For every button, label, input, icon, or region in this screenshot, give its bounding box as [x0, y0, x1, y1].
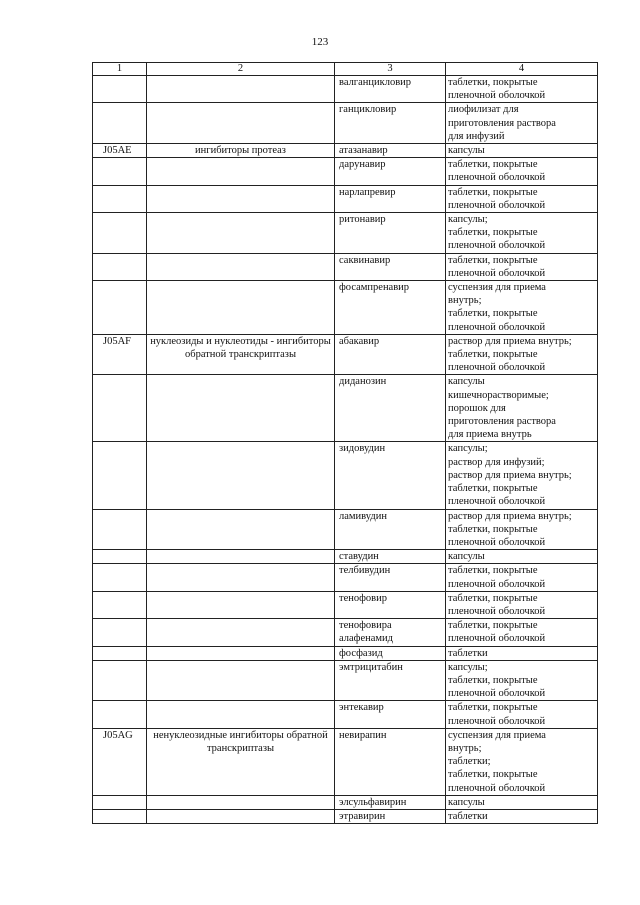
pharmacological-group-cell	[147, 550, 335, 564]
atc-code-cell	[93, 809, 147, 823]
table-row	[93, 144, 598, 158]
pharmacological-group-cell	[147, 591, 335, 618]
drug-name-cell: тенофовир	[335, 591, 446, 618]
dosage-form-line: капсулы;	[448, 661, 488, 673]
dosage-form-line: пленочной оболочкой	[448, 172, 546, 184]
dosage-form-line: таблетки, покрытые	[448, 159, 538, 171]
pharmacological-group-cell	[147, 701, 335, 728]
dosage-form-line: таблетки, покрытые	[448, 186, 538, 198]
dosage-form-line: пленочной оболочкой	[448, 362, 546, 374]
drug-name-cell: валганцикловир	[335, 76, 446, 103]
atc-code-cell	[93, 564, 147, 591]
table-row	[93, 103, 598, 144]
dosage-form-cell	[446, 660, 598, 701]
pharmacological-group-cell	[147, 103, 335, 144]
dosage-form-cell	[446, 442, 598, 509]
atc-code-cell	[93, 185, 147, 212]
dosage-form-cell	[446, 281, 598, 335]
dosage-form-cell	[446, 158, 598, 185]
table-row	[93, 646, 598, 660]
table-row	[93, 809, 598, 823]
table-row	[93, 509, 598, 550]
drug-name-cell: атазанавир	[335, 144, 446, 158]
dosage-form-line: таблетки, покрытые	[448, 674, 538, 686]
pharmacological-group-cell	[147, 660, 335, 701]
drug-table	[92, 62, 598, 824]
dosage-form-cell	[446, 213, 598, 254]
table-row	[93, 550, 598, 564]
dosage-form-line: суспензия для приема	[448, 282, 546, 294]
dosage-form-line: пленочной оболочкой	[448, 496, 546, 508]
pharmacological-group-cell	[147, 253, 335, 280]
dosage-form-line: таблетки, покрытые	[448, 565, 538, 577]
table-row	[93, 660, 598, 701]
pharmacological-group-cell	[147, 646, 335, 660]
column-header-3: 3	[335, 63, 446, 76]
dosage-form-cell	[446, 619, 598, 646]
column-header-1: 1	[93, 63, 147, 76]
table-row	[93, 253, 598, 280]
atc-code-cell: J05AF	[93, 334, 147, 375]
dosage-form-cell	[446, 795, 598, 809]
dosage-form-line: пленочной оболочкой	[448, 688, 546, 700]
dosage-form-line: капсулы	[448, 145, 485, 157]
atc-code-cell	[93, 660, 147, 701]
atc-code-cell	[93, 795, 147, 809]
dosage-form-cell	[446, 144, 598, 158]
dosage-form-line: капсулы;	[448, 443, 488, 455]
dosage-form-line: таблетки, покрытые	[448, 620, 538, 632]
pharmacological-group-cell: ненуклеозидные ингибиторы обратной транскриптазы	[147, 728, 335, 795]
drug-name-cell: ламивудин	[335, 509, 446, 550]
dosage-form-cell	[446, 103, 598, 144]
table-row	[93, 701, 598, 728]
drug-name-cell: невирапин	[335, 728, 446, 795]
dosage-form-line: таблетки, покрытые	[448, 769, 538, 781]
dosage-form-cell	[446, 185, 598, 212]
drug-name-cell: ганцикловир	[335, 103, 446, 144]
pharmacological-group-cell	[147, 76, 335, 103]
dosage-form-line: таблетки;	[448, 756, 491, 768]
dosage-form-line: для инфузий	[448, 130, 505, 142]
table-row	[93, 564, 598, 591]
table-row	[93, 76, 598, 103]
page-number: 123	[311, 36, 329, 48]
table-row	[93, 728, 598, 795]
dosage-form-line: раствор для приема внутрь;	[448, 335, 572, 347]
dosage-form-line: приготовления раствора	[448, 416, 556, 428]
dosage-form-line: кишечнорастворимые;	[448, 389, 549, 401]
dosage-form-line: таблетки, покрытые	[448, 523, 538, 535]
dosage-form-line: суспензия для приема	[448, 729, 546, 741]
pharmacological-group-cell	[147, 564, 335, 591]
dosage-form-line: капсулы;	[448, 214, 488, 226]
atc-code-cell	[93, 509, 147, 550]
atc-code-cell	[93, 442, 147, 509]
atc-code-cell	[93, 646, 147, 660]
dosage-form-cell	[446, 76, 598, 103]
dosage-form-cell	[446, 509, 598, 550]
dosage-form-line: лиофилизат для	[448, 104, 519, 116]
column-header-2: 2	[147, 63, 335, 76]
atc-code-cell	[93, 591, 147, 618]
dosage-form-line: пленочной оболочкой	[448, 782, 546, 794]
dosage-form-line: пленочной оболочкой	[448, 267, 546, 279]
pharmacological-group-cell	[147, 185, 335, 212]
table-row	[93, 591, 598, 618]
table-row	[93, 442, 598, 509]
dosage-form-line: таблетки, покрытые	[448, 349, 538, 361]
atc-code-cell	[93, 213, 147, 254]
table-row	[93, 795, 598, 809]
pharmacological-group-cell	[147, 509, 335, 550]
dosage-form-line: таблетки	[448, 810, 488, 822]
dosage-form-line: приготовления раствора	[448, 117, 556, 129]
pharmacological-group-cell	[147, 442, 335, 509]
pharmacological-group-cell: нуклеозиды и нуклеотиды - ингибиторы обратной транскриптазы	[147, 334, 335, 375]
dosage-form-cell	[446, 564, 598, 591]
atc-code-cell	[93, 281, 147, 335]
drug-name-cell: диданозин	[335, 375, 446, 442]
drug-name-cell: ставудин	[335, 550, 446, 564]
dosage-form-cell	[446, 334, 598, 375]
dosage-form-line: таблетки, покрытые	[448, 483, 538, 495]
dosage-form-line: капсулы	[448, 796, 485, 808]
dosage-form-line: таблетки, покрытые	[448, 77, 538, 88]
atc-code-cell	[93, 550, 147, 564]
dosage-form-line: таблетки, покрытые	[448, 254, 538, 266]
dosage-form-cell	[446, 550, 598, 564]
atc-code-cell	[93, 103, 147, 144]
table-row	[93, 334, 598, 375]
drug-name-cell: телбивудин	[335, 564, 446, 591]
dosage-form-line: таблетки, покрытые	[448, 227, 538, 239]
drug-name-cell: дарунавир	[335, 158, 446, 185]
table-body	[93, 76, 598, 824]
atc-code-cell: J05AE	[93, 144, 147, 158]
dosage-form-line: пленочной оболочкой	[448, 578, 546, 590]
dosage-form-line: пленочной оболочкой	[448, 321, 546, 333]
drug-name-cell: эмтрицитабин	[335, 660, 446, 701]
atc-code-cell	[93, 253, 147, 280]
dosage-form-line: пленочной оболочкой	[448, 633, 546, 645]
dosage-form-line: таблетки	[448, 647, 488, 659]
table-row	[93, 375, 598, 442]
table-row	[93, 619, 598, 646]
dosage-form-line: раствор для приема внутрь;	[448, 469, 572, 481]
dosage-form-line: пленочной оболочкой	[448, 715, 546, 727]
drug-name-cell: ритонавир	[335, 213, 446, 254]
dosage-form-line: раствор для приема внутрь;	[448, 510, 572, 522]
pharmacological-group-cell	[147, 158, 335, 185]
dosage-form-line: пленочной оболочкой	[448, 199, 546, 211]
table-row	[93, 281, 598, 335]
dosage-form-line: раствор для инфузий;	[448, 456, 545, 468]
drug-name-cell: зидовудин	[335, 442, 446, 509]
dosage-form-line: пленочной оболочкой	[448, 90, 546, 102]
pharmacological-group-cell	[147, 281, 335, 335]
atc-code-cell	[93, 158, 147, 185]
atc-code-cell	[93, 701, 147, 728]
drug-name-cell: элсульфавирин	[335, 795, 446, 809]
dosage-form-line: порошок для	[448, 402, 506, 414]
pharmacological-group-cell	[147, 795, 335, 809]
pharmacological-group-cell	[147, 619, 335, 646]
dosage-form-line: таблетки, покрытые	[448, 702, 538, 714]
column-header-4: 4	[446, 63, 598, 76]
pharmacological-group-cell	[147, 809, 335, 823]
dosage-form-line: внутрь;	[448, 742, 482, 754]
pharmacological-group-cell: ингибиторы протеаз	[147, 144, 335, 158]
drug-name-cell: саквинавир	[335, 253, 446, 280]
dosage-form-cell	[446, 646, 598, 660]
dosage-form-line: пленочной оболочкой	[448, 240, 546, 252]
atc-code-cell	[93, 375, 147, 442]
dosage-form-line: пленочной оболочкой	[448, 536, 546, 548]
pharmacological-group-cell	[147, 213, 335, 254]
dosage-form-line: капсулы	[448, 376, 485, 388]
drug-name-cell: фосфазид	[335, 646, 446, 660]
drug-name-cell: этравирин	[335, 809, 446, 823]
dosage-form-line: внутрь;	[448, 295, 482, 307]
dosage-form-line: таблетки, покрытые	[448, 592, 538, 604]
dosage-form-cell	[446, 591, 598, 618]
dosage-form-line: пленочной оболочкой	[448, 605, 546, 617]
drug-name-cell: абакавир	[335, 334, 446, 375]
table-row	[93, 185, 598, 212]
dosage-form-line: для приема внутрь	[448, 429, 532, 441]
dosage-form-cell	[446, 701, 598, 728]
dosage-form-line: капсулы	[448, 551, 485, 563]
atc-code-cell	[93, 76, 147, 103]
drug-name-cell: фосампренавир	[335, 281, 446, 335]
table-row	[93, 158, 598, 185]
dosage-form-cell	[446, 375, 598, 442]
drug-name-cell: тенофовира алафенамид	[335, 619, 446, 646]
dosage-form-cell	[446, 809, 598, 823]
table-row	[93, 213, 598, 254]
atc-code-cell: J05AG	[93, 728, 147, 795]
dosage-form-cell	[446, 253, 598, 280]
dosage-form-cell	[446, 728, 598, 795]
atc-code-cell	[93, 619, 147, 646]
drug-name-cell: энтекавир	[335, 701, 446, 728]
pharmacological-group-cell	[147, 375, 335, 442]
dosage-form-line: таблетки, покрытые	[448, 308, 538, 320]
header-row	[93, 63, 598, 76]
drug-name-cell: нарлапревир	[335, 185, 446, 212]
